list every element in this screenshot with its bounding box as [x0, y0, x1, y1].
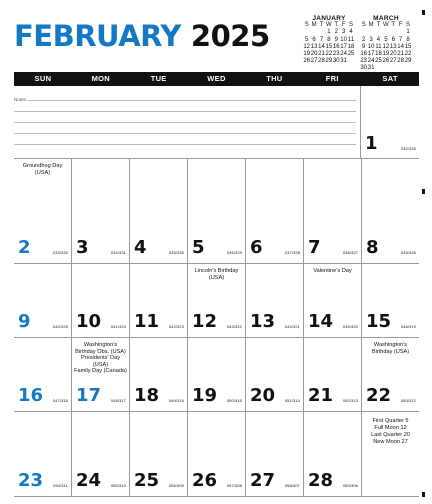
mini-date	[382, 29, 389, 36]
mini-calendar-week	[303, 51, 355, 58]
mini-date: 29	[404, 58, 412, 65]
day-of-year: 041/324	[110, 324, 126, 329]
day-cell[interactable]	[14, 264, 72, 337]
day-of-year: 036/329	[226, 250, 242, 255]
day-cell[interactable]	[130, 264, 188, 337]
mini-calendar-week	[360, 51, 412, 58]
mini-date: 19	[382, 51, 390, 58]
day-number: 25	[134, 470, 160, 491]
day-cell[interactable]	[72, 338, 130, 411]
day-number: 7	[308, 237, 321, 258]
day-of-year: 038/327	[342, 250, 358, 255]
mini-date: 27	[389, 58, 397, 65]
day-number: 14	[308, 311, 334, 332]
day-of-year: 059/306	[342, 483, 358, 488]
day-cell[interactable]	[362, 264, 419, 337]
mini-date: 11	[347, 36, 355, 43]
mini-calendar-march	[360, 15, 412, 73]
mini-date: 21	[397, 51, 404, 58]
holiday-note: Groundhog Day (USA)	[22, 163, 63, 176]
mini-date: 22	[325, 51, 333, 58]
day-cell[interactable]	[188, 264, 246, 337]
notes-line	[14, 133, 356, 134]
day-number: 21	[308, 385, 334, 406]
day-number: 20	[250, 385, 276, 406]
weekday-label: TUE	[150, 74, 167, 83]
day-of-year: 049/316	[168, 398, 184, 403]
day-of-year: 055/310	[110, 483, 126, 488]
mini-date	[310, 29, 317, 36]
calendar-title	[14, 19, 270, 53]
mini-date: 16	[360, 51, 368, 58]
day-of-year: 035/330	[168, 250, 184, 255]
mini-calendar-week	[303, 37, 355, 44]
moon-phases	[364, 418, 417, 446]
mini-calendar-week	[360, 29, 412, 36]
mini-day-initial: W	[383, 22, 389, 29]
mini-day-initial: S	[349, 22, 354, 29]
weekday-label: FRI	[325, 74, 339, 83]
mini-date: 21	[318, 51, 325, 58]
mini-day-initial: T	[391, 22, 396, 29]
notes-line	[28, 100, 356, 101]
mini-date: 12	[303, 43, 311, 50]
mini-date: 24	[340, 51, 347, 58]
month-title: FEBRUARY	[14, 19, 181, 53]
day-number: 24	[76, 470, 102, 491]
holiday-note: Lincoln's Birthday (USA)	[194, 268, 239, 281]
day-cell[interactable]	[188, 338, 246, 411]
day-number: 2	[18, 237, 31, 258]
day-cell[interactable]	[246, 159, 304, 263]
year-title: 2025	[190, 19, 270, 53]
mini-date: 25	[347, 51, 355, 58]
binding-mark-middle	[422, 189, 425, 194]
mini-date: 26	[303, 58, 311, 65]
mini-date: 8	[406, 36, 410, 43]
day-number: 27	[250, 470, 276, 491]
week-row-notes	[14, 86, 419, 159]
mini-date: 8	[327, 36, 331, 43]
mini-date: 6	[312, 36, 316, 43]
day-cell[interactable]	[362, 412, 419, 496]
day-of-year: 044/321	[284, 324, 300, 329]
day-of-year: 058/307	[284, 483, 300, 488]
day-cell[interactable]	[130, 159, 188, 263]
mini-calendar-title: JANUARY	[312, 15, 346, 22]
day-number: 28	[308, 470, 334, 491]
day-number: 13	[250, 311, 276, 332]
mini-date: 14	[397, 43, 404, 50]
mini-date: 31	[367, 65, 375, 72]
day-number: 23	[18, 470, 44, 491]
mini-date: 5	[384, 36, 388, 43]
day-number: 15	[366, 311, 392, 332]
mini-date: 6	[391, 36, 395, 43]
mini-date: 24	[367, 58, 375, 65]
notes-line	[14, 144, 356, 145]
mini-date: 9	[362, 43, 366, 50]
day-number: 12	[192, 311, 218, 332]
mini-day-initial: S	[304, 22, 309, 29]
day-cell[interactable]	[14, 159, 72, 263]
day-number: 26	[192, 470, 218, 491]
mini-date: 1	[406, 29, 410, 36]
mini-date: 15	[325, 43, 333, 50]
moon-phase: Last Quarter 20	[371, 432, 410, 438]
mini-date: 9	[334, 36, 338, 43]
mini-date: 15	[404, 43, 412, 50]
mini-date: 30	[360, 65, 368, 72]
day-of-year: 046/319	[400, 324, 416, 329]
day-of-year: 039/326	[400, 250, 416, 255]
mini-date: 13	[310, 43, 318, 50]
day-number: 8	[366, 237, 379, 258]
notes-line	[14, 111, 356, 112]
mini-date: 1	[327, 29, 331, 36]
day-cell[interactable]	[130, 338, 188, 411]
day-number: 11	[134, 311, 160, 332]
mini-date: 13	[389, 43, 397, 50]
mini-date: 27	[310, 58, 318, 65]
mini-date: 17	[367, 51, 375, 58]
day-cell[interactable]	[362, 159, 419, 263]
day-cell[interactable]	[72, 264, 130, 337]
day-cell[interactable]	[362, 338, 419, 411]
mini-date: 3	[341, 29, 346, 36]
day-cell[interactable]	[188, 159, 246, 263]
day-number: 10	[76, 311, 102, 332]
month-grid	[14, 86, 419, 497]
mini-day-initial: M	[311, 22, 317, 29]
mini-date	[303, 29, 310, 36]
moon-phase: First Quarter 5	[372, 418, 409, 424]
mini-day-initial: W	[326, 22, 332, 29]
mini-calendar-week	[360, 58, 412, 65]
mini-day-initial: S	[406, 22, 411, 29]
day-number: 5	[192, 237, 205, 258]
mini-day-initial: F	[398, 22, 403, 29]
day-number: 6	[250, 237, 263, 258]
mini-calendar-january	[303, 15, 355, 65]
mini-date: 23	[360, 58, 368, 65]
mini-date: 22	[404, 51, 412, 58]
mini-calendar-week	[303, 29, 355, 36]
holiday-note: Valentine's Day	[313, 268, 352, 274]
day-of-year: 043/322	[226, 324, 242, 329]
mini-date: 10	[367, 43, 375, 50]
day-number: 3	[76, 237, 89, 258]
mini-day-initial: T	[376, 22, 381, 29]
day-cell[interactable]	[72, 412, 130, 496]
day-cell[interactable]	[304, 412, 362, 496]
mini-date: 20	[389, 51, 397, 58]
day-number: 9	[18, 311, 31, 332]
day-cell[interactable]	[246, 264, 304, 337]
day-of-year: 056/309	[168, 483, 184, 488]
day-cell[interactable]	[130, 412, 188, 496]
week-row	[14, 159, 419, 264]
binding-mark-bottom	[422, 492, 425, 497]
week-row	[14, 264, 419, 338]
mini-date: 17	[340, 43, 347, 50]
day-of-year: 053/312	[400, 398, 416, 403]
mini-date	[360, 29, 367, 36]
day-of-year: 037/328	[284, 250, 300, 255]
day-of-year: 047/318	[52, 398, 68, 403]
day-of-year: 040/325	[52, 324, 68, 329]
mini-date: 19	[303, 51, 311, 58]
mini-date: 16	[332, 43, 340, 50]
mini-day-initial: T	[319, 22, 324, 29]
day-cell[interactable]	[304, 264, 362, 337]
mini-date	[390, 29, 397, 36]
mini-calendar-day-initials	[303, 22, 355, 29]
mini-date: 31	[340, 58, 347, 65]
day-cell[interactable]	[246, 412, 304, 496]
mini-date: 30	[332, 58, 340, 65]
mini-date	[347, 58, 354, 65]
weekday-label: WED	[207, 74, 226, 83]
week-row	[14, 412, 419, 497]
mini-date: 5	[305, 36, 309, 43]
day-number: 1	[365, 133, 378, 154]
mini-date: 12	[382, 43, 390, 50]
mini-day-initial: M	[368, 22, 374, 29]
notes-line	[14, 122, 356, 123]
mini-calendar-week	[303, 44, 355, 51]
day-cell[interactable]	[361, 86, 419, 159]
mini-calendar-week	[360, 44, 412, 51]
mini-date: 26	[382, 58, 390, 65]
day-of-year: 050/315	[226, 398, 242, 403]
day-of-year: 042/323	[168, 324, 184, 329]
day-number: 19	[192, 385, 218, 406]
day-cell[interactable]	[246, 338, 304, 411]
mini-date: 7	[398, 36, 403, 43]
holiday-note: Washington's Birthday Obs. (USA) Presidents' Day (USA) Family Day (Canada)	[74, 342, 127, 375]
day-of-year: 032/333	[400, 146, 416, 151]
day-of-year: 057/308	[226, 483, 242, 488]
day-cell[interactable]	[304, 338, 362, 411]
day-of-year: 051/314	[284, 398, 300, 403]
day-cell[interactable]	[304, 159, 362, 263]
mini-date: 10	[340, 36, 347, 43]
day-of-year: 048/317	[110, 398, 126, 403]
mini-date: 2	[334, 29, 338, 36]
binding-mark-top	[422, 10, 425, 15]
mini-date: 25	[375, 58, 382, 65]
day-cell[interactable]	[72, 159, 130, 263]
day-number: 22	[366, 385, 392, 406]
mini-date	[318, 29, 325, 36]
day-number: 18	[134, 385, 160, 406]
mini-day-initial: T	[334, 22, 339, 29]
notes-label: Notes:	[14, 97, 28, 102]
day-number: 4	[134, 237, 147, 258]
weekday-label: SUN	[34, 74, 52, 83]
day-number: 16	[18, 385, 44, 406]
day-cell[interactable]	[14, 338, 72, 411]
mini-date: 3	[369, 36, 373, 43]
weekday-label: SAT	[382, 74, 398, 83]
weekday-label: MON	[91, 74, 110, 83]
day-of-year: 052/313	[342, 398, 358, 403]
mini-date: 29	[325, 58, 333, 65]
mini-date: 7	[319, 36, 324, 43]
mini-date: 18	[347, 43, 355, 50]
moon-phase: New Moon 27	[373, 439, 408, 445]
mini-day-initial: S	[361, 22, 366, 29]
mini-date	[367, 29, 374, 36]
mini-date: 11	[375, 43, 382, 50]
mini-calendar-week	[360, 37, 412, 44]
weekday-header-bar	[14, 72, 419, 86]
day-cell[interactable]	[188, 412, 246, 496]
week-row	[14, 338, 419, 412]
mini-calendar-week	[303, 58, 355, 65]
mini-date: 18	[375, 51, 382, 58]
mini-date: 20	[310, 51, 318, 58]
mini-date: 4	[376, 36, 381, 43]
mini-date	[397, 29, 404, 36]
moon-phase: Full Moon 12	[374, 425, 407, 431]
mini-date: 28	[318, 58, 325, 65]
holiday-note: Washington's Birthday (USA)	[371, 342, 410, 355]
day-cell[interactable]	[14, 412, 72, 496]
weekday-label: THU	[266, 74, 283, 83]
mini-date: 28	[397, 58, 404, 65]
day-of-year: 034/331	[110, 250, 126, 255]
mini-date: 23	[332, 51, 340, 58]
mini-date	[375, 29, 382, 36]
day-of-year: 045/320	[342, 324, 358, 329]
mini-calendar-day-initials	[360, 22, 412, 29]
day-of-year: 033/332	[52, 250, 68, 255]
mini-calendar-title: MARCH	[373, 15, 399, 22]
day-number: 17	[76, 385, 102, 406]
mini-date: 14	[318, 43, 325, 50]
mini-day-initial: F	[341, 22, 346, 29]
mini-date: 2	[362, 36, 366, 43]
notes-area	[14, 86, 361, 159]
day-of-year: 054/311	[53, 483, 68, 488]
mini-date: 4	[349, 29, 353, 36]
